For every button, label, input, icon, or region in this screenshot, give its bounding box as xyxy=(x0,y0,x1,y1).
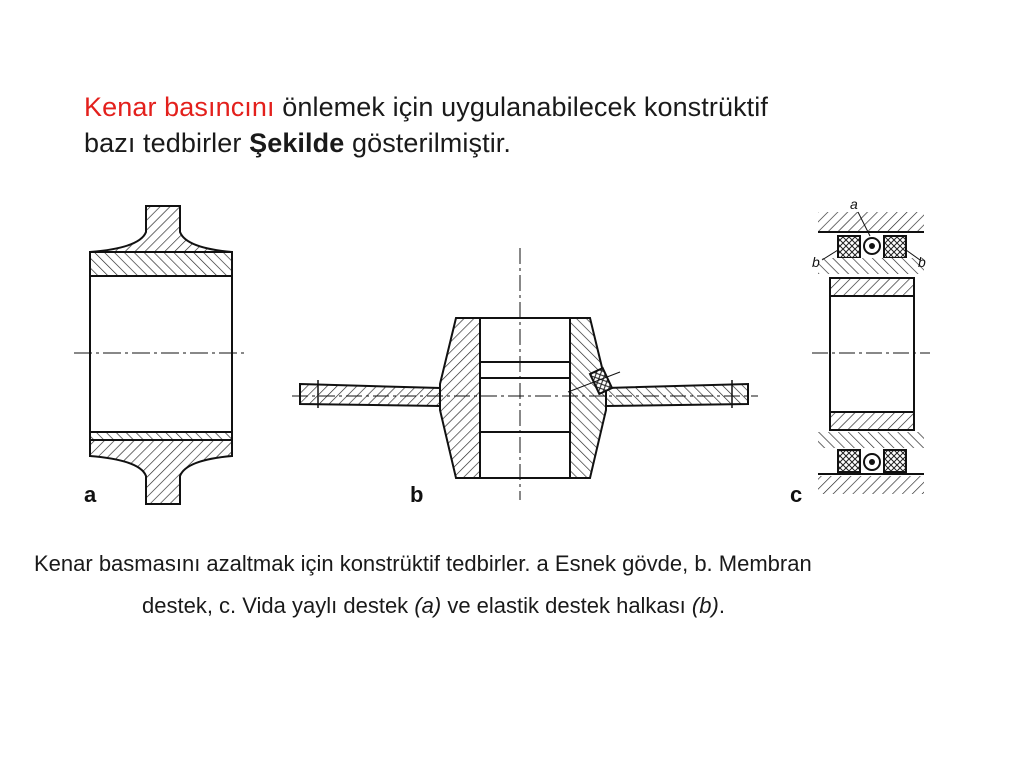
figure-a-drawing xyxy=(74,206,248,504)
figure-c-drawing xyxy=(812,212,930,494)
caption-text: . xyxy=(718,593,725,618)
caption-line-2 xyxy=(142,592,1002,620)
callout-b-left: b xyxy=(812,254,820,270)
callout-a: a xyxy=(850,196,858,212)
figure-b-drawing xyxy=(292,248,758,500)
heading-text: gösterilmiştir. xyxy=(351,128,511,158)
caption-text: destek, c. Vida yaylı destek xyxy=(142,593,409,618)
caption-italic: (b) xyxy=(691,593,719,618)
figure-a-label: a xyxy=(84,482,97,507)
heading-text: bazı tedbirler xyxy=(84,128,242,158)
caption-italic: (a) xyxy=(414,593,442,618)
heading-bold-word: Şekilde xyxy=(249,128,345,158)
caption-line-1: Kenar basmasını azaltmak için konstrüktif tedbirler. a Esnek gövde, b. Membran xyxy=(34,551,812,576)
heading-text: önlemek için uygulanabilecek konstrüktif xyxy=(282,92,768,122)
caption-text: ve elastik destek halkası xyxy=(447,593,686,618)
figure-c-label: c xyxy=(790,482,803,507)
callout-b-right: b xyxy=(918,254,926,270)
heading-highlight: Kenar basıncını xyxy=(84,92,275,122)
figure-b-label: b xyxy=(410,482,424,507)
